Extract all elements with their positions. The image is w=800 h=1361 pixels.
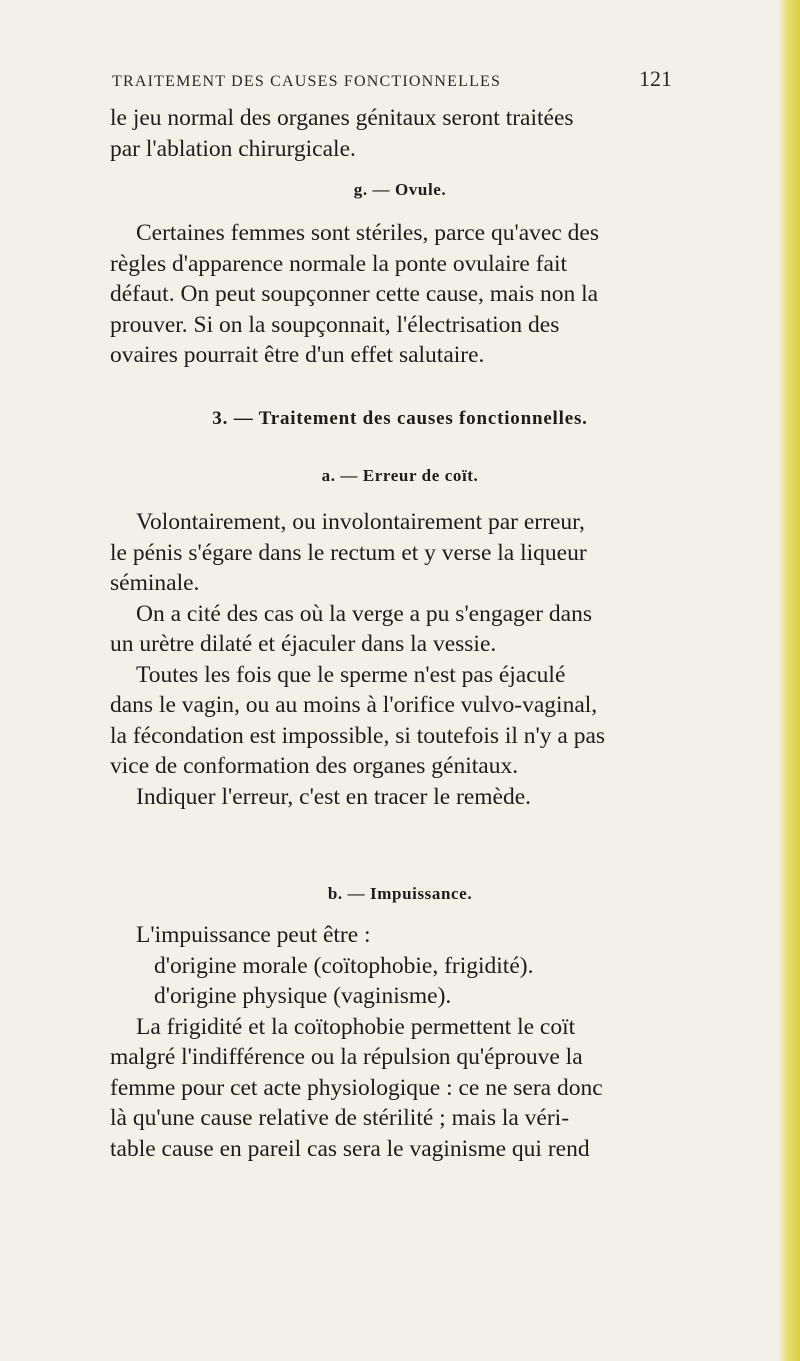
section-3-heading: 3. — Traitement des causes fonctionnelles.	[212, 408, 588, 429]
text-line: La frigidité et la coïtophobie permettent le coït	[136, 1013, 576, 1040]
text-line: la fécondation est impossible, si toutefois il n'y a pas	[110, 722, 606, 749]
text-line: Certaines femmes sont stériles, parce qu'avec des	[136, 220, 599, 246]
text-line: Indiquer l'erreur, c'est en tracer le remède.	[136, 783, 532, 810]
text-line: d'origine morale (coïtophobie, frigidité).	[154, 952, 534, 979]
text-line: un urètre dilaté et éjaculer dans la vessie.	[110, 631, 497, 657]
intro-paragraph	[110, 103, 672, 164]
text-line: là qu'une cause relative de stérilité ; mais la véri-	[110, 1105, 570, 1131]
page-edge-shadow	[778, 0, 800, 1361]
text-line: dans le vagin, ou au moins à l'orifice vulvo-vaginal,	[110, 692, 598, 718]
section-g-heading: g. — Ovule.	[353, 180, 447, 199]
page-number: 121	[639, 66, 672, 91]
text-line: Volontairement, ou involontairement par erreur,	[136, 509, 585, 535]
text-line: par l'ablation chirurgicale.	[110, 135, 356, 162]
text-line: femme pour cet acte physiologique : ce ne sera donc	[110, 1074, 603, 1101]
text-line: On a cité des cas où la verge a pu s'engager dans	[136, 600, 593, 627]
text-line: d'origine physique (vaginisme).	[154, 983, 452, 1009]
text-line: vice de conformation des organes génitaux.	[110, 753, 519, 779]
text-line: le pénis s'égare dans le rectum et y verse la liqueur	[110, 539, 587, 566]
text-line: défaut. On peut soupçonner cette cause, mais non la	[110, 281, 599, 307]
section-b-paragraph	[110, 920, 672, 1164]
text-line: séminale.	[110, 570, 200, 596]
header-title: TRAITEMENT DES CAUSES FONCTIONNELLES	[112, 73, 502, 90]
section-a-paragraph	[110, 507, 672, 812]
text-line: L'impuissance peut être :	[136, 922, 371, 948]
running-header	[112, 66, 672, 92]
text-line: malgré l'indifférence ou la répulsion qu'éprouve la	[110, 1044, 583, 1070]
section-b-heading: b. — Impuissance.	[327, 884, 473, 903]
section-a-heading: a. — Erreur de coït.	[321, 466, 479, 485]
text-line: le jeu normal des organes génitaux seront traitées	[110, 105, 574, 131]
text-line: ovaires pourrait être d'un effet salutaire.	[110, 342, 485, 368]
text-line: règles d'apparence normale la ponte ovulaire fait	[110, 250, 568, 277]
text-line: prouver. Si on la soupçonnait, l'électrisation des	[110, 311, 560, 338]
text-line: table cause en pareil cas sera le vaginisme qui rend	[110, 1135, 590, 1162]
text-line: Toutes les fois que le sperme n'est pas éjaculé	[136, 661, 566, 688]
section-g-paragraph	[110, 218, 672, 371]
